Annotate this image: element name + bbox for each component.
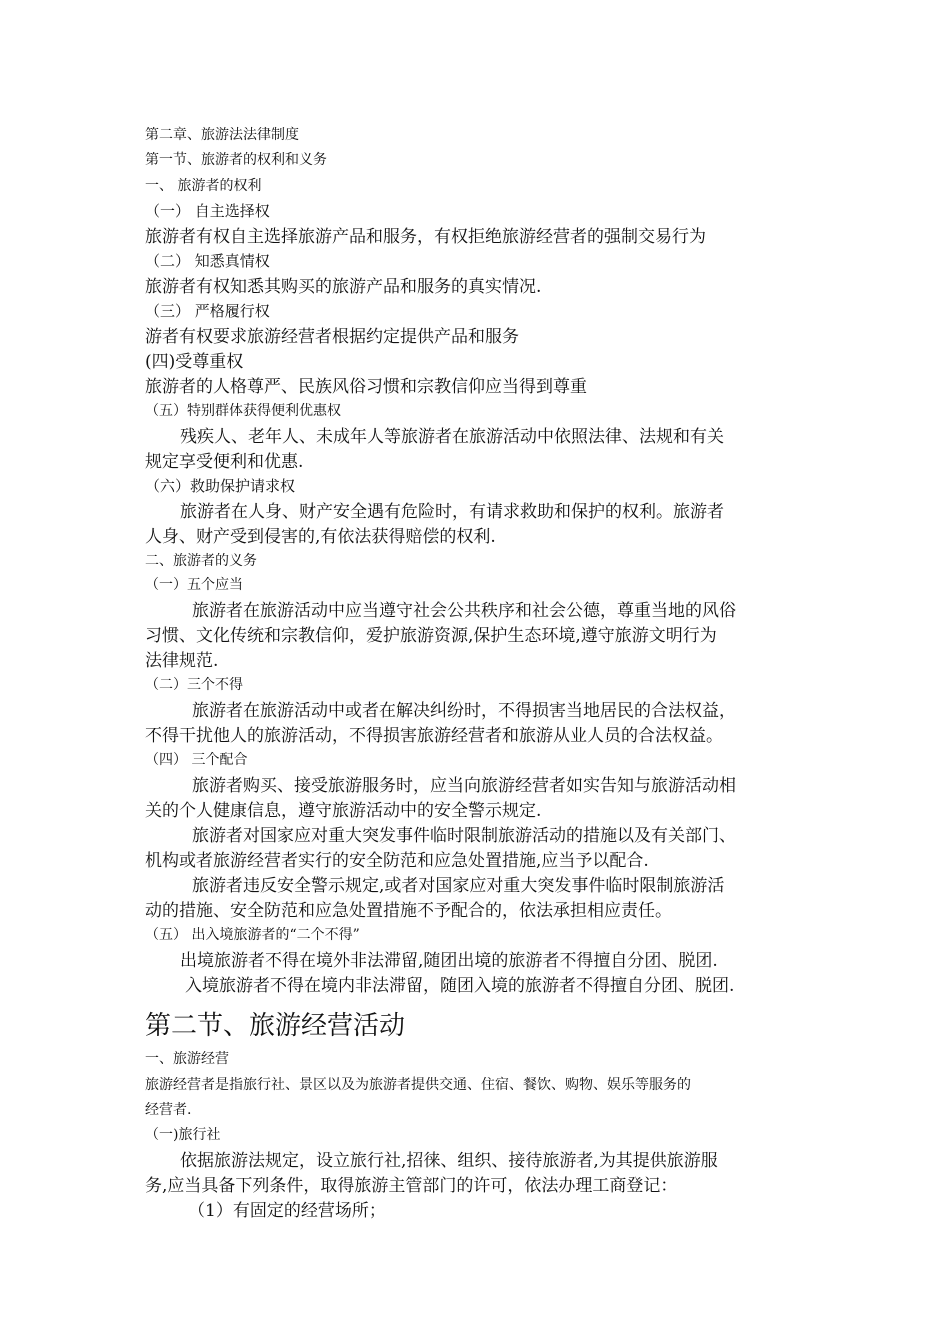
paragraph-line: 入境旅游者不得在境内非法滞留，随团入境的旅游者不得擅自分团、脱团. [185,976,735,996]
item-heading: （二）三个不得 [145,677,243,693]
paragraph-line: 关的个人健康信息，遵守旅游活动中的安全警示规定. [145,801,542,821]
paragraph-line: 不得干扰他人的旅游活动，不得损害旅游经营者和旅游从业人员的合法权益。 [145,726,723,746]
item-heading: （一)旅行社 [145,1127,221,1143]
section-title: 第一节、旅游者的权利和义务 [145,152,327,168]
paragraph-line: 法律规范. [145,651,219,671]
item-heading: （一） 自主选择权 [145,202,270,220]
item-heading: （六）救助保护请求权 [145,477,296,495]
paragraph-line: 机构或者旅游经营者实行的安全防范和应急处置措施,应当予以配合. [145,851,649,871]
subsection-heading: 一、旅游经营 [145,1051,229,1067]
paragraph-line: 依据旅游法规定，设立旅行社,招徕、组织、接待旅游者,为其提供旅游服 [180,1151,718,1171]
paragraph-line: 游者有权要求旅游经营者根据约定提供产品和服务 [145,327,519,347]
paragraph-line: 旅游者购买、接受旅游服务时，应当向旅游经营者如实告知与旅游活动相 [192,776,736,796]
list-item: （1）有固定的经营场所； [188,1201,386,1221]
paragraph-line: 出境旅游者不得在境外非法滞留,随团出境的旅游者不得擅自分团、脱团. [180,951,718,971]
paragraph-line: 残疾人、老年人、未成年人等旅游者在旅游活动中依照法律、法规和有关 [180,427,724,447]
paragraph-line: 旅游者违反安全警示规定,或者对国家应对重大突发事件临时限制旅游活 [192,876,725,896]
paragraph-line: 动的措施、安全防范和应急处置措施不予配合的，依法承担相应责任。 [145,901,672,921]
paragraph-line: 人身、财产受到侵害的,有依法获得赔偿的权利. [145,527,496,547]
paragraph-line: 旅游者在人身、财产安全遇有危险时，有请求救助和保护的权利。旅游者 [180,502,724,522]
item-heading: (四)受尊重权 [145,352,244,372]
paragraph-line: 旅游者在旅游活动中或者在解决纠纷时，不得损害当地居民的合法权益， [192,701,736,721]
paragraph-line: 务,应当具备下列条件，取得旅游主管部门的许可，依法办理工商登记： [145,1176,678,1196]
paragraph-line: 经营者. [145,1102,192,1118]
paragraph-line: 习惯、文化传统和宗教信仰，爱护旅游资源,保护生态环境,遵守旅游文明行为 [145,626,717,646]
paragraph-line: 旅游者有权自主选择旅游产品和服务，有权拒绝旅游经营者的强制交易行为 [145,227,706,247]
subsection-heading: 一、 旅游者的权利 [145,178,262,194]
item-heading: （五） 出入境旅游者的“二个不得” [145,927,360,943]
item-heading: （一）五个应当 [145,577,243,593]
paragraph-line: 旅游者对国家应对重大突发事件临时限制旅游活动的措施以及有关部门、 [192,826,736,846]
paragraph-line: 旅游者有权知悉其购买的旅游产品和服务的真实情况. [145,277,542,297]
item-heading: （三） 严格履行权 [145,302,270,320]
paragraph-line: 旅游者的人格尊严、民族风俗习惯和宗教信仰应当得到尊重 [145,377,587,397]
subsection-heading: 二、旅游者的义务 [145,553,257,569]
item-heading: （四） 三个配合 [145,752,248,768]
item-heading: （二） 知悉真情权 [145,252,270,270]
item-heading: （五）特别群体获得便利优惠权 [145,403,341,419]
paragraph-line: 旅游者在旅游活动中应当遵守社会公共秩序和社会公德，尊重当地的风俗 [192,601,736,621]
paragraph-line: 规定享受便利和优惠. [145,452,304,472]
paragraph-line: 旅游经营者是指旅行社、景区以及为旅游者提供交通、住宿、餐饮、购物、娱乐等服务的 [145,1077,691,1093]
chapter-title: 第二章、旅游法法律制度 [145,127,299,143]
section-heading-large: 第二节、旅游经营活动 [145,1011,406,1041]
